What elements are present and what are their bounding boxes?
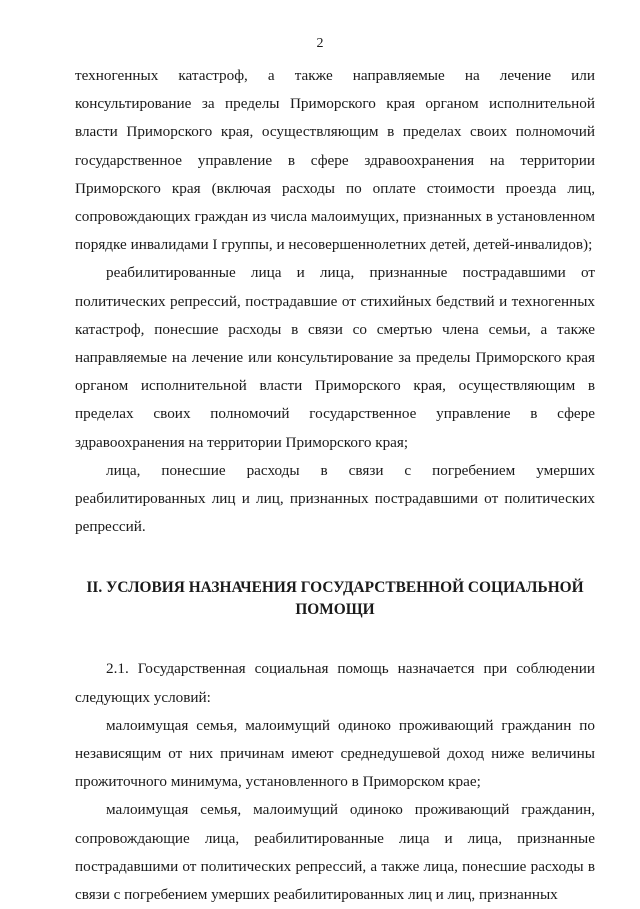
document-body xyxy=(75,62,595,909)
paragraph-2-1: 2.1. Государственная социальная помощь назначается при соблюдении следующих условий: xyxy=(75,660,595,706)
page-number: 2 xyxy=(316,36,324,51)
paragraph-continuation: техногенных катастроф, а также направляемые на лечение или консультирование за пределы Приморского края органом исполнительной власти Приморского края, осуществляющим в пределах своих полномочий государственное управление в сфере здравоохранения на территории Приморского края (включая расходы по оплате стоимости проезда лиц, сопровождающих граждан из числа малоимущих, признанных в установленном порядке инвалидами I группы, и несовершеннолетних детей, детей-инвалидов); xyxy=(75,67,595,254)
section-heading: II. УСЛОВИЯ НАЗНАЧЕНИЯ ГОСУДАРСТВЕННОЙ СОЦИАЛЬНОЙ ПОМОЩИ xyxy=(86,579,584,619)
paragraph-low-income-family: малоимущая семья, малоимущий одиноко проживающий гражданин, сопровождающие лица, реабилитированные лица и лица, признанные пострадавшими от политических репрессий, а также лица, понесшие расходы в связи с погребением умерших реабилитированных лиц и лиц, признанных xyxy=(75,801,595,904)
paragraph-burial-expenses: лица, понесшие расходы в связи с погребением умерших реабилитированных лиц и лиц, признанных пострадавшими от политических репрессий. xyxy=(75,461,595,536)
paragraph-low-income-condition: малоимущая семья, малоимущий одиноко проживающий гражданин по независящим от них причинам имеют среднедушевой доход ниже величины прожиточного минимума, установленного в Приморском крае; xyxy=(75,716,595,791)
paragraph-rehabilitated-persons: реабилитированные лица и лица, признанные пострадавшими от политических репрессий, пострадавшие от стихийных бедствий и техногенных катастроф, понесшие расходы в связи со смертью члена семьи, а также направляемые на лечение или консультирование за пределы Приморского края органом исполнительной власти Приморского края, осуществляющим в пределах своих полномочий государственное управление в сфере здравоохранения на территории Приморского края; xyxy=(75,264,595,451)
